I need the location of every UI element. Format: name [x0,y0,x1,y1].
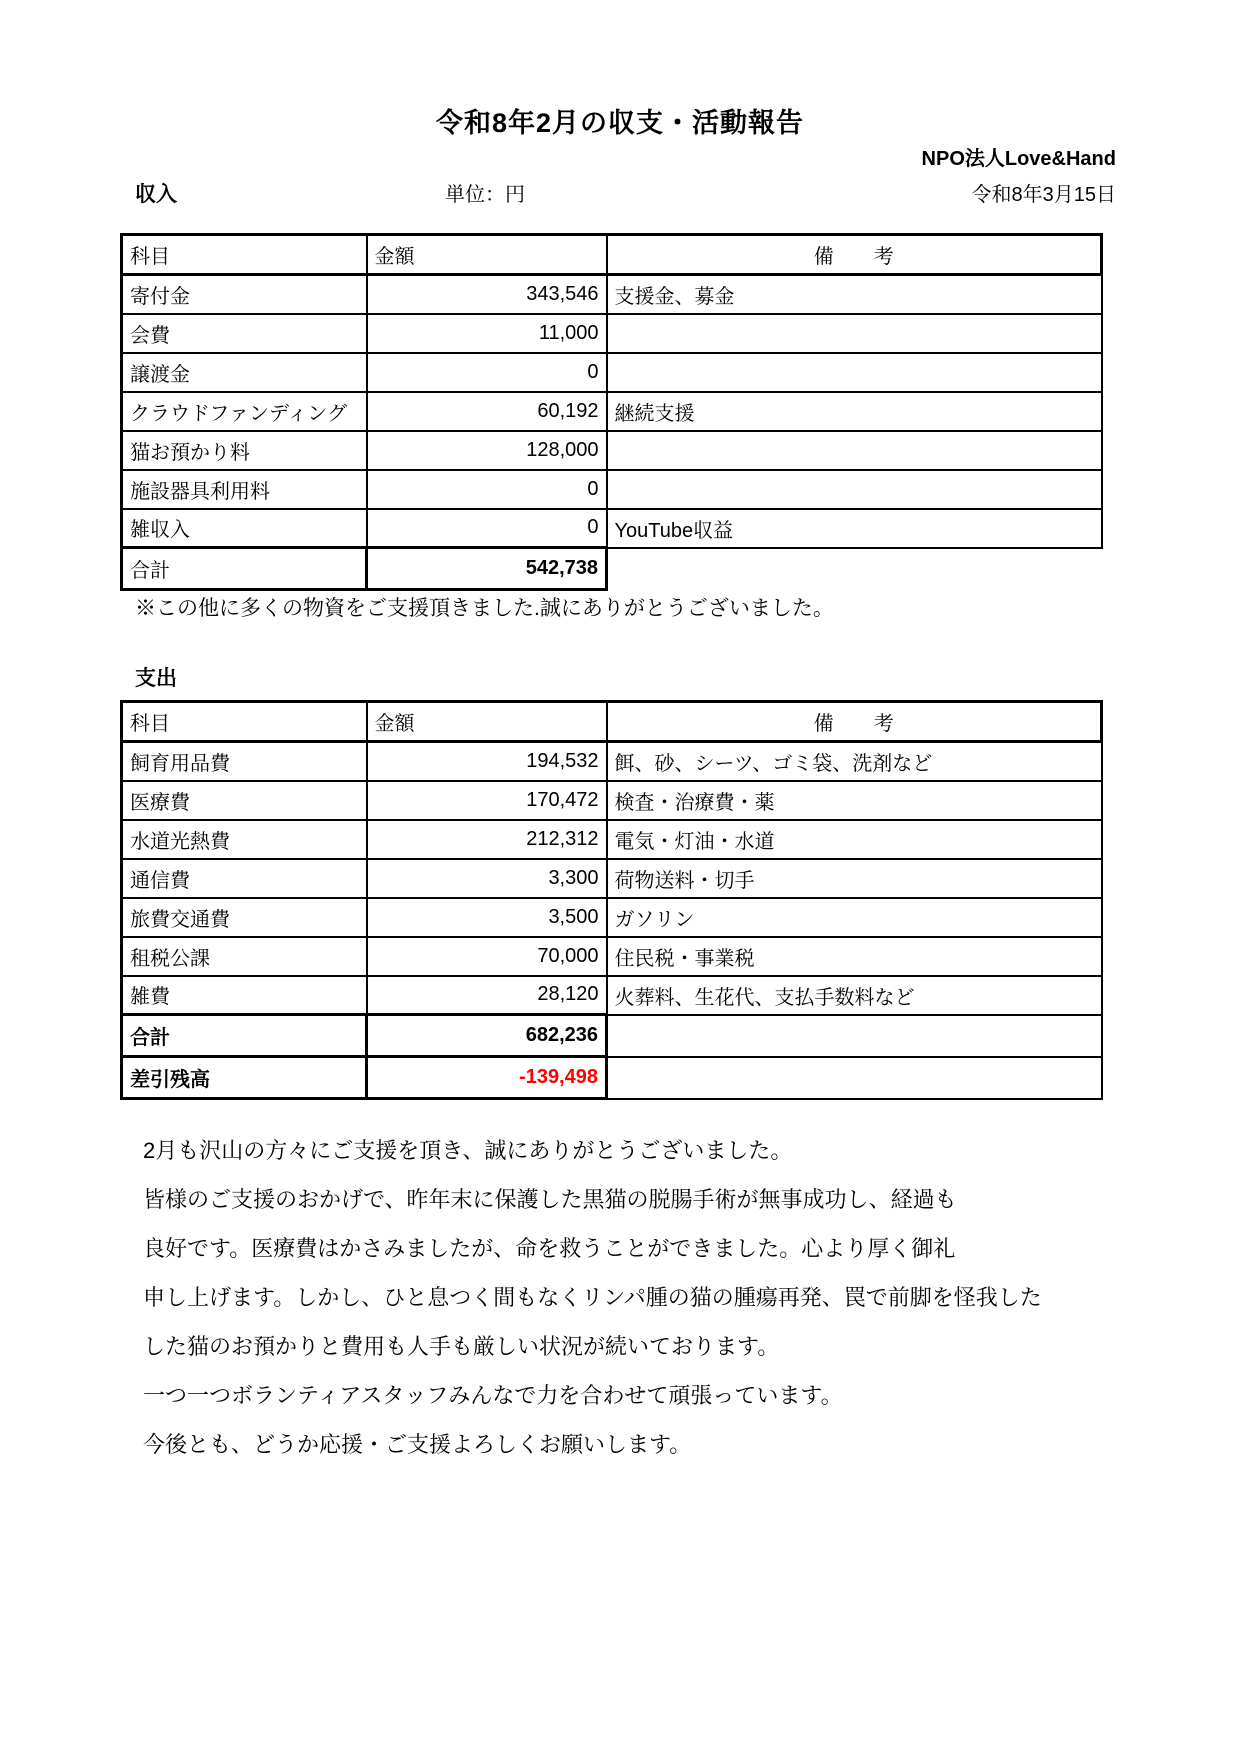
message-line: 2月も沢山の方々にご支援を頂き、誠にありがとうございました。 [143,1138,793,1163]
expense-item-cell: 医療費 [122,781,367,820]
expense-total-row [122,1015,1102,1057]
income-total-amount: 542,738 [367,548,607,590]
income-item-cell: 雑収入 [122,509,367,548]
income-amount-cell: 343,546 [367,275,607,314]
income-amount-cell: 0 [367,353,607,392]
income-row [122,392,1102,431]
expense-table [120,700,1103,1100]
income-item-cell: 施設器具利用料 [122,470,367,509]
income-meta-row [120,178,1116,208]
expense-balance-label: 差引残高 [122,1057,367,1099]
expense-section-label: 支出 [135,667,177,690]
expense-header-remarks: 備 考 [607,702,1102,742]
expense-row [122,898,1102,937]
income-total-remarks-empty [607,548,1102,590]
expense-header-row [122,702,1102,742]
expense-item-cell: 飼育用品費 [122,742,367,781]
expense-amount-cell: 170,472 [367,781,607,820]
expense-amount-cell: 28,120 [367,976,607,1015]
page-title: 令和8年2月の収支・活動報告 [435,108,805,138]
expense-remarks-cell: 電気・灯油・水道 [607,820,1102,859]
message-line: 今後とも、どうか応援・ご支援よろしくお願いします。 [143,1432,692,1457]
income-header-row [122,235,1102,275]
income-total-label: 合計 [122,548,367,590]
org-name: NPO法人Love&Hand [921,148,1116,170]
income-row [122,509,1102,548]
message-line: 良好です。医療費はかさみましたが、命を救うことができました。心より厚く御礼 [143,1236,956,1261]
expense-balance-remarks-empty [607,1057,1102,1099]
message-line: 皆様のご支援のおかげで、昨年末に保護した黒猫の脱腸手術が無事成功し、経過も [143,1187,957,1212]
expense-row [122,976,1102,1015]
income-amount-cell: 0 [367,509,607,548]
expense-amount-cell: 70,000 [367,937,607,976]
expense-total-amount: 682,236 [367,1015,607,1057]
income-amount-cell: 128,000 [367,431,607,470]
expense-remarks-cell: 餌、砂、シーツ、ゴミ袋、洗剤など [607,742,1102,781]
income-row [122,353,1102,392]
message-line: 一つ一つボランティアスタッフみんなで力を合わせて頑張っています。 [143,1383,843,1408]
income-note: ※この他に多くの物資をご支援頂きました.誠にありがとうございました。 [135,597,834,620]
expense-balance-row [122,1057,1102,1099]
expense-total-remarks-empty [607,1015,1102,1057]
income-remarks-cell: YouTube収益 [607,509,1102,548]
expense-amount-cell: 212,312 [367,820,607,859]
expense-row [122,937,1102,976]
income-item-cell: 会費 [122,314,367,353]
income-remarks-cell: 継続支援 [607,392,1102,431]
expense-remarks-cell: ガソリン [607,898,1102,937]
income-amount-cell: 0 [367,470,607,509]
income-row [122,314,1102,353]
expense-balance-amount: -139,498 [367,1057,607,1099]
expense-remarks-cell: 検査・治療費・薬 [607,781,1102,820]
income-row [122,470,1102,509]
expense-remarks-cell: 住民税・事業税 [607,937,1102,976]
closing-message [143,1126,1042,1469]
income-remarks-cell [607,431,1102,470]
expense-remarks-cell: 火葬料、生花代、支払手数料など [607,976,1102,1015]
income-amount-cell: 60,192 [367,392,607,431]
income-header-remarks: 備 考 [607,235,1102,275]
income-section-label: 収入 [135,183,177,206]
expense-header-amount: 金額 [367,702,607,742]
message-line: 申し上げます。しかし、ひと息つく間もなくリンパ腫の猫の腫瘍再発、罠で前脚を怪我した [143,1285,1042,1310]
unit-label: 単位：円 [445,184,525,206]
expense-item-cell: 旅費交通費 [122,898,367,937]
income-amount-cell: 11,000 [367,314,607,353]
report-date: 令和8年3月15日 [971,184,1116,206]
income-header-amount: 金額 [367,235,607,275]
income-item-cell: 寄付金 [122,275,367,314]
expense-row [122,820,1102,859]
income-item-cell: 譲渡金 [122,353,367,392]
income-row [122,431,1102,470]
expense-amount-cell: 3,300 [367,859,607,898]
expense-amount-cell: 3,500 [367,898,607,937]
expense-item-cell: 雑費 [122,976,367,1015]
expense-item-cell: 通信費 [122,859,367,898]
expense-amount-cell: 194,532 [367,742,607,781]
message-line: した猫のお預かりと費用も人手も厳しい状況が続いております。 [143,1334,780,1359]
expense-header-item: 科目 [122,702,367,742]
income-remarks-cell: 支援金、募金 [607,275,1102,314]
income-item-cell: クラウドファンディング [122,392,367,431]
expense-item-cell: 水道光熱費 [122,820,367,859]
income-table [120,233,1103,591]
expense-item-cell: 租税公課 [122,937,367,976]
expense-row [122,781,1102,820]
income-header-item: 科目 [122,235,367,275]
expense-row [122,742,1102,781]
expense-total-label: 合計 [122,1015,367,1057]
income-item-cell: 猫お預かり料 [122,431,367,470]
income-remarks-cell [607,353,1102,392]
income-remarks-cell [607,470,1102,509]
expense-row [122,859,1102,898]
income-remarks-cell [607,314,1102,353]
expense-meta-row [120,662,1116,692]
expense-remarks-cell: 荷物送料・切手 [607,859,1102,898]
income-row [122,275,1102,314]
income-total-row [122,548,1102,590]
